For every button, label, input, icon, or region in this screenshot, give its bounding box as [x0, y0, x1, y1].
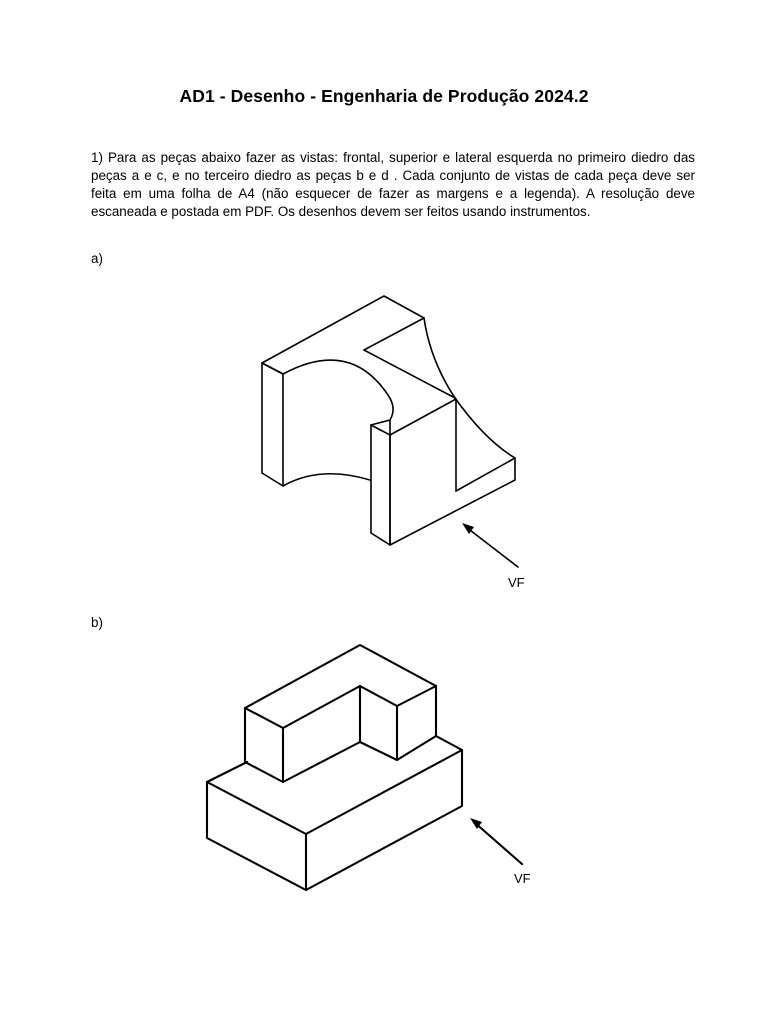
page-title: AD1 - Desenho - Engenharia de Produção 2024.2	[179, 86, 589, 106]
part-b-isometric-drawing	[196, 640, 546, 900]
part-b-upper-block	[245, 708, 360, 782]
part-a-top-rim	[262, 296, 424, 363]
part-a-isometric-drawing	[250, 290, 540, 600]
item-b-label: b)	[91, 615, 103, 630]
part-a-curved-edge	[424, 318, 455, 398]
part-b-vf-label: VF	[514, 871, 531, 886]
part-a-right-step	[390, 398, 515, 545]
part-b-view-arrow	[474, 822, 522, 864]
question-text: 1) Para as peças abaixo fazer as vistas: frontal, superior e lateral esquerda no primeiro diedro das peças a e c, e no terceiro diedro as peças b e d . Cada conjunto de vistas de cada peça deve ser feita em uma folha de A4 (não esquecer de fazer as margens e a legenda). A resolução deve escaneada e postada em PDF. Os desenhos devem ser feitos usando instrumentos.	[91, 150, 695, 219]
item-a-label: a)	[91, 251, 103, 266]
part-a-vf-label: VF	[508, 575, 525, 590]
part-a-view-arrow	[466, 527, 518, 567]
part-a-cylindrical-cut	[283, 360, 388, 395]
part-a-front-block	[371, 420, 390, 545]
part-a-left-wall	[262, 363, 283, 486]
